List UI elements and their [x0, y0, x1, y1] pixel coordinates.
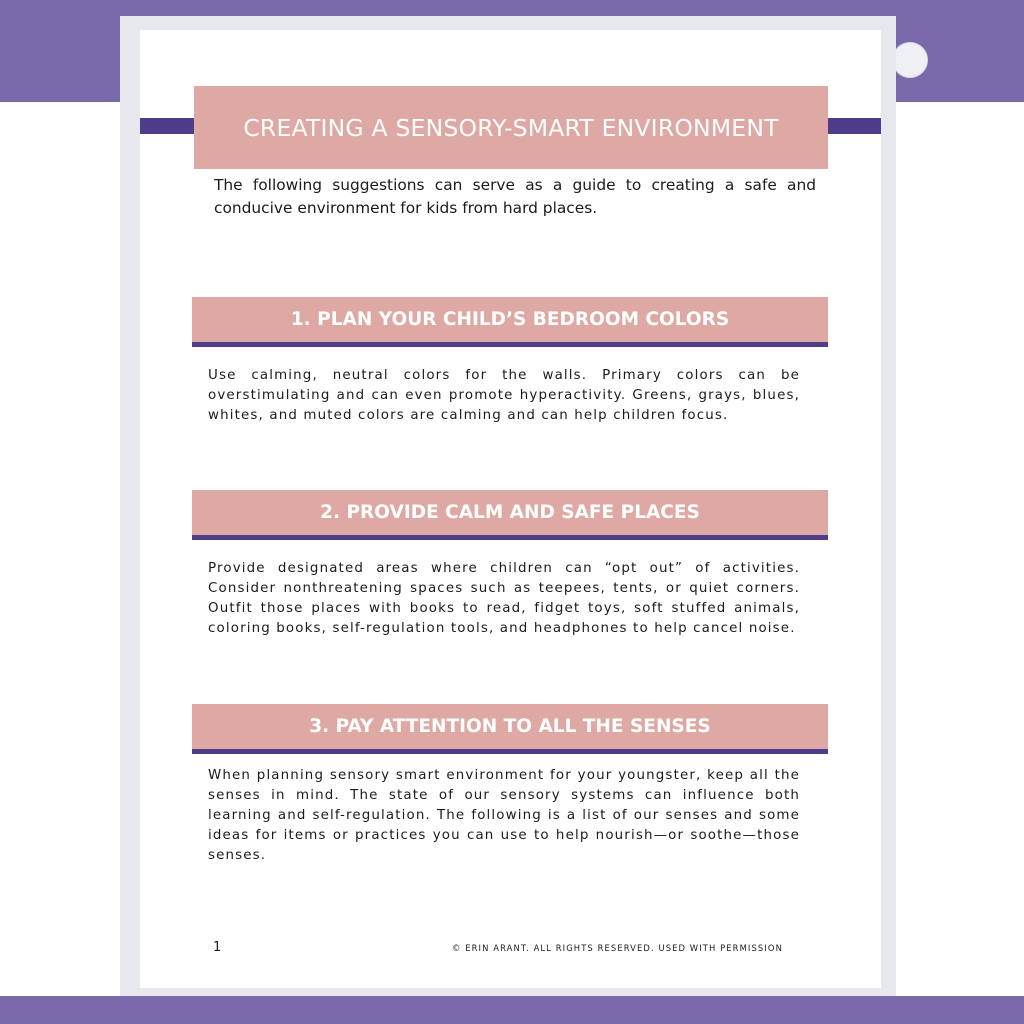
section-3-rule	[192, 749, 828, 754]
section-1-body: Use calming, neutral colors for the walls. Primary colors can be overstimulating and can even promote hyperactivity. Greens, grays, blues, whites, and muted colors are calming and can help children focus.	[208, 368, 800, 423]
section-3-heading-banner	[192, 704, 828, 749]
title-banner	[194, 86, 828, 169]
section-2-heading-banner	[192, 490, 828, 535]
intro-paragraph: The following suggestions can serve as a guide to creating a safe and conducive environment for kids from hard places.	[214, 176, 816, 217]
page-number: 1	[213, 940, 222, 955]
bottom-purple-band	[0, 996, 1024, 1024]
section-3-heading: 3. PAY ATTENTION TO ALL THE SENSES	[309, 716, 711, 737]
page-title: CREATING A SENSORY-SMART ENVIRONMENT	[243, 113, 779, 142]
copyright-notice: © ERIN ARANT. ALL RIGHTS RESERVED. USED WITH PERMISSION	[452, 943, 783, 953]
circle-decoration	[892, 42, 928, 78]
section-1-heading-banner	[192, 297, 828, 342]
section-2-heading: 2. PROVIDE CALM AND SAFE PLACES	[320, 502, 700, 523]
section-2-rule	[192, 535, 828, 540]
section-3-body: When planning sensory smart environment for your youngster, keep all the senses in mind. The state of our sensory systems can influence both learning and self-regulation. The following is a list of our senses and some ideas for items or practices you can use to help nourish—or soothe—those senses.	[208, 768, 800, 863]
section-1-rule	[192, 342, 828, 347]
section-1-heading: 1. PLAN YOUR CHILD’S BEDROOM COLORS	[290, 309, 730, 330]
section-2-body: Provide designated areas where children can “opt out” of activities. Consider nonthreatening spaces such as teepees, tents, or quiet corners. Outfit those places with books to read, fidget toys, soft stuffed animals, coloring books, self-regulation tools, and headphones to help cancel noise.	[208, 561, 800, 636]
